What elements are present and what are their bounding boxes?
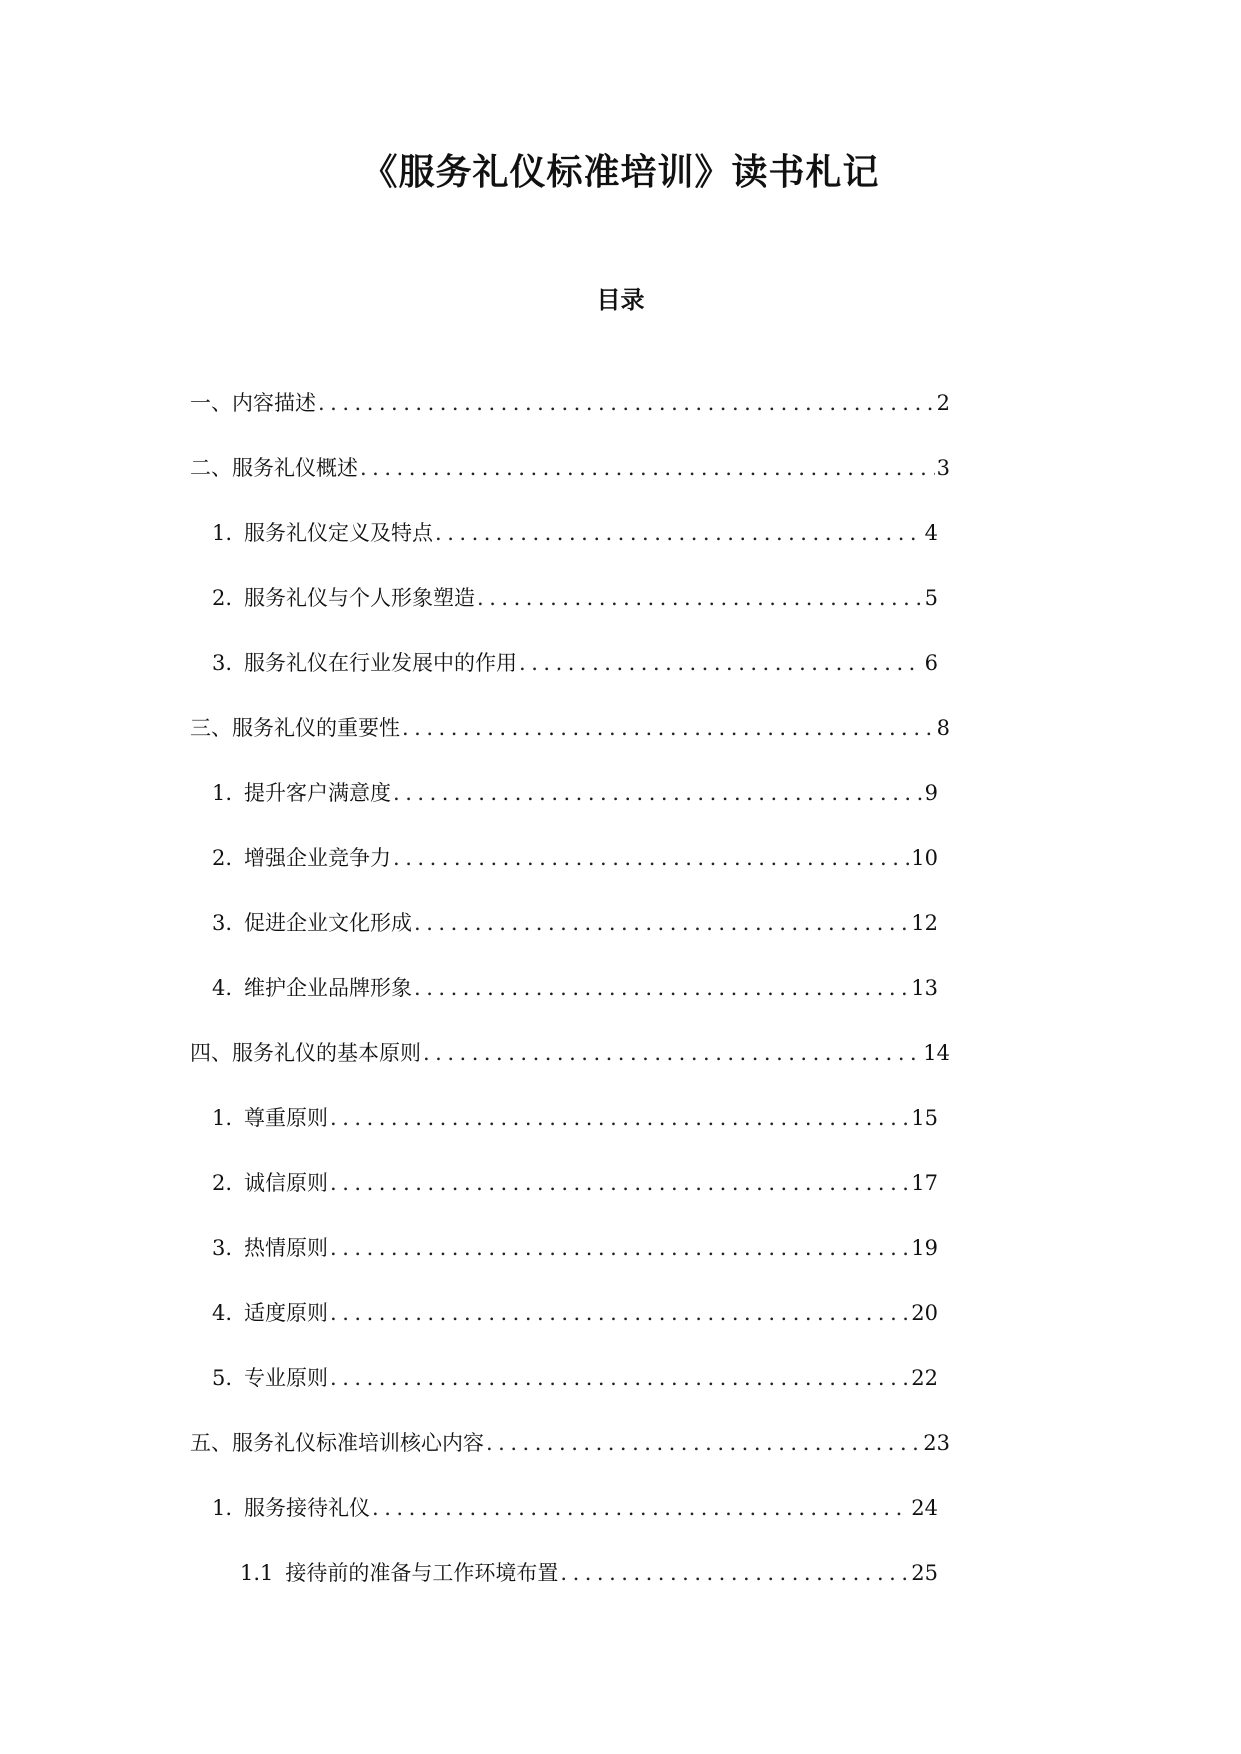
toc-entry-title: 适度原则 bbox=[244, 1301, 329, 1325]
toc-entry-number: 1. bbox=[212, 521, 233, 545]
toc-entry[interactable] bbox=[190, 1098, 950, 1163]
toc-entry-page-number: 4 bbox=[924, 521, 938, 545]
toc-entry[interactable] bbox=[190, 513, 950, 578]
document-title: 《服务礼仪标准培训》读书札记 bbox=[361, 151, 880, 193]
toc-entry-number: 1.1 bbox=[240, 1561, 274, 1585]
toc-leader-dots bbox=[435, 513, 923, 553]
toc-entry-number: 4. bbox=[212, 976, 233, 1000]
toc-entry-page-number: 24 bbox=[911, 1496, 938, 1520]
toc-leader-dots bbox=[477, 578, 923, 618]
toc-leader-dots bbox=[330, 1163, 909, 1203]
toc-entry-number: 2. bbox=[212, 846, 233, 870]
toc-entry-page-number: 5 bbox=[924, 586, 938, 610]
toc-entry[interactable] bbox=[190, 1163, 950, 1228]
toc-entry-number: 1. bbox=[212, 1496, 233, 1520]
toc-entry[interactable] bbox=[190, 1423, 950, 1488]
toc-leader-dots bbox=[372, 1488, 909, 1528]
toc-entry-number: 3. bbox=[212, 651, 233, 675]
toc-entry-title: 服务礼仪与个人形象塑造 bbox=[244, 586, 476, 610]
toc-entry-page-number: 15 bbox=[911, 1106, 938, 1130]
toc-leader-dots bbox=[414, 968, 909, 1008]
toc-entry-number: 2. bbox=[212, 1171, 233, 1195]
toc-entry-number: 2. bbox=[212, 586, 233, 610]
toc-entry[interactable] bbox=[190, 968, 950, 1033]
table-of-contents bbox=[190, 383, 950, 1618]
toc-entry[interactable] bbox=[190, 1293, 950, 1358]
toc-entry-page-number: 23 bbox=[923, 1431, 950, 1455]
toc-entry-title: 一、内容描述 bbox=[190, 391, 316, 415]
toc-entry-number: 4. bbox=[212, 1301, 233, 1325]
toc-entry[interactable] bbox=[190, 643, 950, 708]
toc-entry-page-number: 6 bbox=[924, 651, 938, 675]
toc-leader-dots bbox=[402, 708, 935, 748]
toc-entry-number: 3. bbox=[212, 1236, 233, 1260]
toc-entry-number: 5. bbox=[212, 1366, 233, 1390]
toc-entry-title: 服务接待礼仪 bbox=[244, 1496, 371, 1520]
toc-entry-page-number: 8 bbox=[936, 716, 950, 740]
toc-entry-title: 四、服务礼仪的基本原则 bbox=[190, 1041, 421, 1065]
toc-entry[interactable] bbox=[190, 578, 950, 643]
toc-leader-dots bbox=[414, 903, 909, 943]
toc-entry[interactable] bbox=[190, 903, 950, 968]
toc-entry-title: 二、服务礼仪概述 bbox=[190, 456, 358, 480]
toc-entry-page-number: 10 bbox=[911, 846, 938, 870]
toc-entry-page-number: 25 bbox=[911, 1561, 938, 1585]
toc-leader-dots bbox=[360, 448, 935, 488]
toc-entry-title: 增强企业竞争力 bbox=[244, 846, 392, 870]
toc-entry-title: 三、服务礼仪的重要性 bbox=[190, 716, 400, 740]
toc-entry-number: 3. bbox=[212, 911, 233, 935]
toc-entry-page-number: 22 bbox=[911, 1366, 938, 1390]
toc-leader-dots bbox=[393, 773, 923, 813]
toc-entry-title: 服务礼仪在行业发展中的作用 bbox=[244, 651, 518, 675]
toc-entry[interactable] bbox=[190, 838, 950, 903]
toc-entry-title: 接待前的准备与工作环境布置 bbox=[285, 1561, 559, 1585]
toc-entry[interactable] bbox=[190, 448, 950, 513]
toc-entry[interactable] bbox=[190, 708, 950, 773]
toc-leader-dots bbox=[330, 1228, 909, 1268]
toc-leader-dots bbox=[330, 1358, 909, 1398]
toc-entry-title: 五、服务礼仪标准培训核心内容 bbox=[190, 1431, 484, 1455]
toc-entry-title: 促进企业文化形成 bbox=[244, 911, 413, 935]
toc-entry[interactable] bbox=[190, 1228, 950, 1293]
toc-entry-page-number: 17 bbox=[911, 1171, 938, 1195]
toc-entry-page-number: 13 bbox=[911, 976, 938, 1000]
toc-leader-dots bbox=[519, 643, 923, 683]
toc-leader-dots bbox=[486, 1423, 921, 1463]
toc-entry-number: 1. bbox=[212, 1106, 233, 1130]
toc-leader-dots bbox=[330, 1098, 909, 1138]
toc-entry-page-number: 19 bbox=[911, 1236, 938, 1260]
toc-entry-page-number: 9 bbox=[924, 781, 938, 805]
toc-entry-title: 服务礼仪定义及特点 bbox=[244, 521, 434, 545]
toc-entry-number: 1. bbox=[212, 781, 233, 805]
toc-entry[interactable] bbox=[190, 383, 950, 448]
toc-entry-page-number: 12 bbox=[911, 911, 938, 935]
toc-entry[interactable] bbox=[190, 1488, 950, 1553]
toc-leader-dots bbox=[423, 1033, 921, 1073]
toc-entry-page-number: 3 bbox=[936, 456, 950, 480]
toc-entry-title: 维护企业品牌形象 bbox=[244, 976, 413, 1000]
toc-entry-title: 尊重原则 bbox=[244, 1106, 329, 1130]
toc-entry[interactable] bbox=[190, 1553, 950, 1618]
toc-leader-dots bbox=[318, 383, 935, 423]
toc-entry-page-number: 20 bbox=[911, 1301, 938, 1325]
toc-entry[interactable] bbox=[190, 773, 950, 838]
toc-leader-dots bbox=[560, 1553, 909, 1593]
toc-entry-title: 热情原则 bbox=[244, 1236, 329, 1260]
toc-heading: 目录 bbox=[596, 285, 645, 314]
toc-leader-dots bbox=[330, 1293, 909, 1333]
toc-entry-page-number: 14 bbox=[923, 1041, 950, 1065]
toc-entry-page-number: 2 bbox=[936, 391, 950, 415]
toc-entry-title: 诚信原则 bbox=[244, 1171, 329, 1195]
toc-leader-dots bbox=[393, 838, 909, 878]
toc-entry-title: 提升客户满意度 bbox=[244, 781, 392, 805]
toc-entry[interactable] bbox=[190, 1033, 950, 1098]
toc-entry[interactable] bbox=[190, 1358, 950, 1423]
toc-entry-title: 专业原则 bbox=[244, 1366, 329, 1390]
